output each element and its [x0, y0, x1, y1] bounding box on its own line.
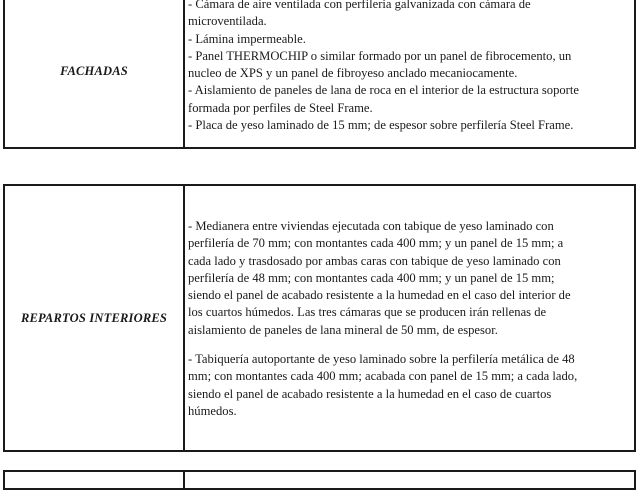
row-content-fachadas	[185, 0, 634, 147]
row-content-repartos-interiores	[185, 186, 634, 450]
text-line: los cuartos húmedos. Las tres cámaras que se producen irán rellenas de	[188, 305, 547, 320]
table-next-section	[3, 470, 636, 490]
row-label-next	[5, 472, 185, 488]
text-line: - Panel THERMOCHIP o similar formado por un panel de fibrocemento, un	[188, 48, 572, 63]
text-line: perfilería de 70 mm; con montantes cada 400 mm; y un panel de 15 mm; a	[188, 236, 564, 251]
text-line: perfilería de 48 mm; con montantes cada 400 mm; y un panel de 15 mm;	[188, 270, 555, 285]
paragraph-tabiqueria	[188, 351, 630, 420]
text-line: - Aislamiento de paneles de lana de roca en el interior de la estructura soporte	[188, 83, 579, 98]
row-content-next	[185, 472, 634, 488]
text-line: nucleo de XPS y un panel de fibroyeso anclado mecaniocamente.	[188, 66, 518, 81]
paragraph-medianera	[188, 218, 630, 339]
text-line: aislamiento de paneles de lana mineral de 50 mm, de espesor.	[188, 322, 498, 337]
table-repartos-interiores	[3, 184, 636, 452]
text-line: húmedos.	[188, 403, 237, 418]
text-line: mm; con montantes cada 400 mm; acabada con panel de 15 mm; a cada lado,	[188, 369, 578, 384]
text-line: - Medianera entre viviendas ejecutada con tabique de yeso laminado con	[188, 219, 554, 233]
text-line: formada por perfiles de Steel Frame.	[188, 100, 373, 115]
text-line: cada lado y trasdosado por ambas caras con tabique de yeso laminado con	[188, 253, 561, 268]
text-line: - Placa de yeso laminado de 15 mm; de espesor sobre perfilería Steel Frame.	[188, 118, 574, 133]
row-label-fachadas: FACHADAS	[5, 0, 185, 147]
text-line: microventilada.	[188, 14, 267, 29]
text-line: siendo el panel de acabado resistente a la humedad en el caso del interior de	[188, 288, 571, 303]
paragraph-gap	[188, 339, 630, 351]
table-fachadas	[3, 0, 636, 149]
text-line: - Lámina impermeable.	[188, 31, 306, 46]
text-line: siendo el panel de acabado resistente a la humedad en el caso de cuartos	[188, 386, 552, 401]
row-label-repartos-interiores: REPARTOS INTERIORES	[5, 186, 185, 450]
text-line: - Tabiquería autoportante de yeso laminado sobre la perfilería metálica de 48	[188, 352, 575, 367]
text-line: - Cámara de aire ventilada con perfilería galvanizada con cámara de	[188, 0, 531, 11]
